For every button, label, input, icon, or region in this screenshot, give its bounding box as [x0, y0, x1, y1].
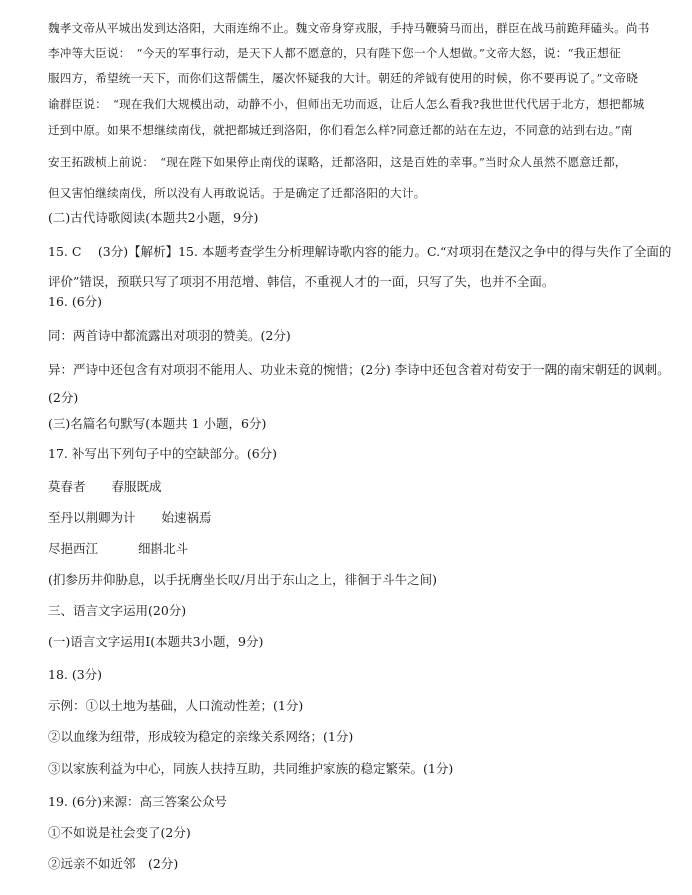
- q19-heading: 19. (6分)来源：高三答案公众号: [48, 794, 228, 809]
- q19-item-1: ①不如说是社会变了(2分): [48, 825, 191, 840]
- passage-line-3: 服四方，希望统一天下，而你们这帮儒生，屡次怀疑我的大计。朝廷的斧钺有使用的时候，你不要再说了。”文帝晓: [48, 71, 639, 85]
- q17-answer-2: [48, 510, 212, 526]
- section-heading-poetry: (二)古代诗歌阅读(本题共2小题，9分): [48, 210, 259, 225]
- q17-answer-3: [48, 541, 188, 557]
- q15-line-1: 15. C (3分)【解析】15. 本题考查学生分析理解诗歌内容的能力。C.“对项羽在楚汉之争中的得与失作了全面的: [48, 244, 672, 259]
- passage-line-6: 安王拓跋桢上前说： “现在陛下如果停止南伐的谋略，迁都洛阳，这是百姓的幸事。”当时众人虽然不愿意迁都，: [48, 155, 627, 169]
- q17-answer-2a: 至丹以荆卿为计: [48, 510, 136, 525]
- q17-answer-2b: 始速祸焉: [161, 510, 212, 525]
- q17-answer-1a: 莫春者: [48, 479, 86, 494]
- passage-line-7: 但又害怕继续南伐，所以没有人再敢说话。于是确定了迁都洛阳的大计。: [48, 186, 426, 200]
- q17-answer-1b: 春服既成: [111, 479, 162, 494]
- section-heading-recite: (三)名篇名句默写(本题共 1 小题，6分): [48, 416, 267, 431]
- q17-answer-3a: 尽挹西江: [48, 541, 99, 556]
- q17-answer-3b: 细斟北斗: [138, 541, 189, 556]
- q18-heading: 18. (3分): [48, 667, 103, 682]
- passage-line-2: 李冲等大臣说： “今天的军事行动，是天下人都不愿意的，只有陛下您一个人想做。”文帝大怒，说：“我正想征: [48, 46, 621, 60]
- passage-line-4: 谕群臣说： “现在我们大规模出动，动静不小，但师出无功而返，让后人怎么看我?我世世代代居于北方，想把都城: [48, 97, 645, 111]
- q17-answer-1: [48, 479, 162, 495]
- q19-item-2: ②远亲不如近邻 (2分): [48, 856, 179, 871]
- q16-same: 同：两首诗中都流露出对项羽的赞美。(2分): [48, 328, 291, 343]
- q15-line-2: 评价”错误，预联只写了项羽不用范增、韩信，不重视人才的一面，只写了失，也并不全面。: [48, 274, 555, 289]
- q17-heading: 17. 补写出下列句子中的空缺部分。(6分): [48, 446, 278, 461]
- q18-item-2: ②以血缘为纽带，形成较为稳定的亲缘关系网络；(1分): [48, 729, 354, 744]
- q16-heading: 16. (6分): [48, 294, 103, 309]
- q16-diff: 异：严诗中还包含有对项羽不能用人、功业未竟的惋惜；(2分) 李诗中还包含着对苟安于一隅的南宋朝廷的讽刺。: [48, 362, 670, 377]
- q18-item-1: 示例：①以土地为基础，人口流动性差；(1分): [48, 698, 304, 713]
- section-heading-language-1: (一)语言文字运用Ⅰ(本题共3小题，9分): [48, 634, 264, 649]
- section-heading-language: 三、语言文字运用(20分): [48, 603, 187, 618]
- q18-item-3: ③以家族利益为中心，同族人扶持互助，共同维护家族的稳定繁荣。(1分): [48, 761, 454, 776]
- q16-diff-score: (2分): [48, 390, 79, 405]
- passage-line-1: 魏孝文帝从平城出发到达洛阳，大雨连绵不止。魏文帝身穿戎服，手持马鞭骑马而出，群臣在战马前跪拜磕头。尚书: [48, 21, 650, 35]
- q17-alternatives: (扪参历井仰胁息，以手抚膺坐长叹/月出于东山之上，徘徊于斗牛之间): [48, 572, 437, 587]
- passage-line-5: 迁到中原。如果不想继续南伐，就把都城迁到洛阳，你们看怎么样?同意迁都的站在左边，不同意的站到右边。”南: [48, 123, 633, 137]
